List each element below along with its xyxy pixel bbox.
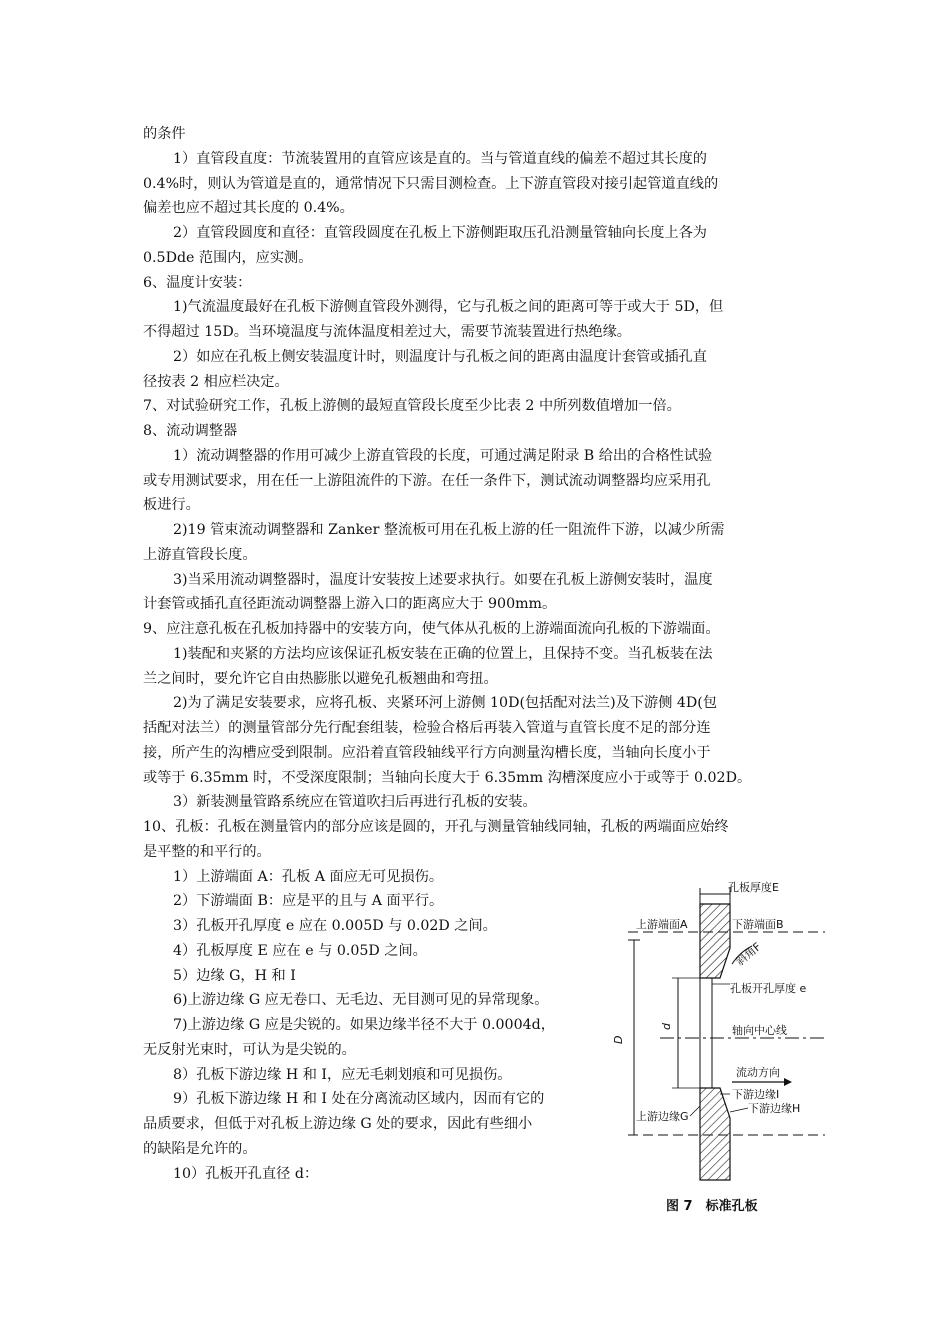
text-line: 上游直管段长度。 (143, 547, 257, 563)
label-downstream-edge-I: 下游边缘I (732, 1088, 780, 1101)
text-line: 3)当采用流动调整器时，温度计安装按上述要求执行。如要在孔板上游侧安装时，温度 (173, 572, 713, 588)
text-line: 1)装配和夹紧的方法均应该保证孔板安装在正确的位置上，且保持不变。当孔板装在法 (173, 646, 713, 662)
text-line: 7)上游边缘 G 应是尖锐的。如果边缘半径不大于 0.0004d， (173, 1017, 555, 1033)
text-line: 6、温度计安装： (143, 275, 252, 291)
label-flow-direction: 流动方向 (736, 1066, 780, 1079)
text-line: 不得超过 15D。当环境温度与流体温度相差过大，需要节流装置进行热绝缘。 (143, 324, 631, 340)
text-line: 的条件 (143, 126, 186, 142)
text-line: 括配对法兰）的测量管部分先行配套组装，检验合格后再装入管道与直管长度不足的部分连 (143, 720, 711, 736)
label-dim-D: D (612, 1035, 625, 1044)
figure-caption: 图 7 标准孔板 (666, 1199, 758, 1214)
label-upstream-edge-G: 上游边缘G (636, 1110, 689, 1123)
text-line: 2）如应在孔板上侧安装温度计时，则温度计与孔板之间的距离由温度计套管或插孔直 (173, 349, 707, 365)
text-line: 是平整的和平行的。 (143, 844, 271, 860)
text-line: 的缺陷是允许的。 (143, 1141, 257, 1157)
text-line: 无反射光束时，可认为是尖锐的。 (143, 1042, 356, 1058)
text-line: 1)气流温度最好在孔板下游侧直管段外测得，它与孔板之间的距离可等于或大于 5D，但 (173, 299, 724, 315)
text-line: 兰之间时，要允许它自由热膨胀以避免孔板翘曲和弯扭。 (143, 671, 498, 687)
text-line: 接，所产生的沟槽应受到限制。应沿着直管段轴线平行方向测量沟槽长度，当轴向长度小于 (143, 745, 711, 761)
text-line: 6)上游边缘 G 应无卷口、无毛边、无目测可见的异常现象。 (173, 992, 549, 1008)
text-line: 10）孔板开孔直径 d： (173, 1166, 319, 1182)
label-dim-d: d (660, 1023, 673, 1030)
standard-orifice-plate-figure (600, 880, 840, 1220)
text-line: 1）直管段直度：节流装置用的直管应该是直的。当与管道直线的偏差不超过其长度的 (173, 151, 707, 167)
text-line: 板进行。 (143, 497, 200, 513)
text-line: 9、应注意孔板在孔板加持器中的安装方向，使气体从孔板的上游端面流向孔板的下游端面。 (143, 621, 720, 637)
plate-lower-section (700, 1088, 730, 1180)
text-line: 2)19 管束流动调整器和 Zanker 整流板可用在孔板上游的任一阻流件下游，以减少所需 (173, 522, 725, 538)
text-line: 9）孔板下游边缘 H 和 I 处在分离流动区域内，因而有它的 (173, 1091, 545, 1107)
text-line: 0.5Dde 范围内，应实测。 (143, 250, 313, 266)
text-line: 2）直管段圆度和直径：直管段圆度在孔板上下游侧距取压孔沿测量管轴向长度上各为 (173, 225, 707, 241)
text-line: 5）边缘 G，H 和 I (173, 968, 296, 984)
text-line: 0.4%时，则认为管道是直的，通常情况下只需目测检查。上下游直管段对接引起管道直线的 (143, 176, 719, 192)
text-line: 品质要求，但低于对孔板上游边缘 G 处的要求，因此有些细小 (143, 1116, 533, 1132)
text-line: 计套管或插孔直径距流动调整器上游入口的距离应大于 900mm。 (143, 596, 557, 612)
label-downstream-edge-H: 下游边缘H (748, 1102, 801, 1115)
text-line: 10、孔板：孔板在测量管内的部分应该是圆的，开孔与测量管轴线同轴，孔板的两端面应始终 (143, 819, 729, 835)
text-line: 3）孔板开孔厚度 e 应在 0.005D 与 0.02D 之间。 (173, 918, 497, 934)
text-line: 径按表 2 相应栏决定。 (143, 374, 289, 390)
plate-upper-section (700, 904, 730, 978)
text-line: 或专用测试要求，用在任一上游阻流件的下游。在任一条件下，测试流动调整器均应采用孔 (143, 473, 711, 489)
label-thickness-E: 孔板厚度E (728, 881, 779, 894)
text-line: 3）新装测量管路系统应在管道吹扫后再进行孔板的安装。 (173, 794, 537, 810)
label-axis: 轴向中心线 (732, 1024, 787, 1037)
label-bore-thickness-e: 孔板开孔厚度 e (730, 982, 807, 995)
text-line: 或等于 6.35mm 时，不受深度限制；当轴向长度大于 6.35mm 沟槽深度应小于或等于 0.02D。 (143, 770, 752, 786)
text-line: 4）孔板厚度 E 应在 e 与 0.05D 之间。 (173, 943, 427, 959)
text-line: 1）上游端面 A：孔板 A 面应无可见损伤。 (173, 869, 444, 885)
text-line: 2）下游端面 B：应是平的且与 A 面平行。 (173, 893, 444, 909)
label-bevel-F: 斜角F (733, 940, 764, 969)
text-line: 8）孔板下游边缘 H 和 I，应无毛刺划痕和可见损伤。 (173, 1067, 512, 1083)
text-line: 2)为了满足安装要求，应将孔板、夹紧环河上游侧 10D(包括配对法兰)及下游侧 4D(包 (173, 695, 718, 711)
label-downstream-face-B: 下游端面B (732, 918, 784, 931)
text-line: 1）流动调整器的作用可减少上游直管段的长度，可通过满足附录 B 给出的合格性试验 (173, 448, 713, 464)
text-line: 偏差也应不超过其长度的 0.4%。 (143, 200, 354, 216)
text-line: 8、流动调整器 (143, 423, 238, 439)
label-upstream-face-A: 上游端面A (636, 918, 688, 931)
text-line: 7、对试验研究工作，孔板上游侧的最短直管段长度至少比表 2 中所列数值增加一倍。 (143, 398, 681, 414)
